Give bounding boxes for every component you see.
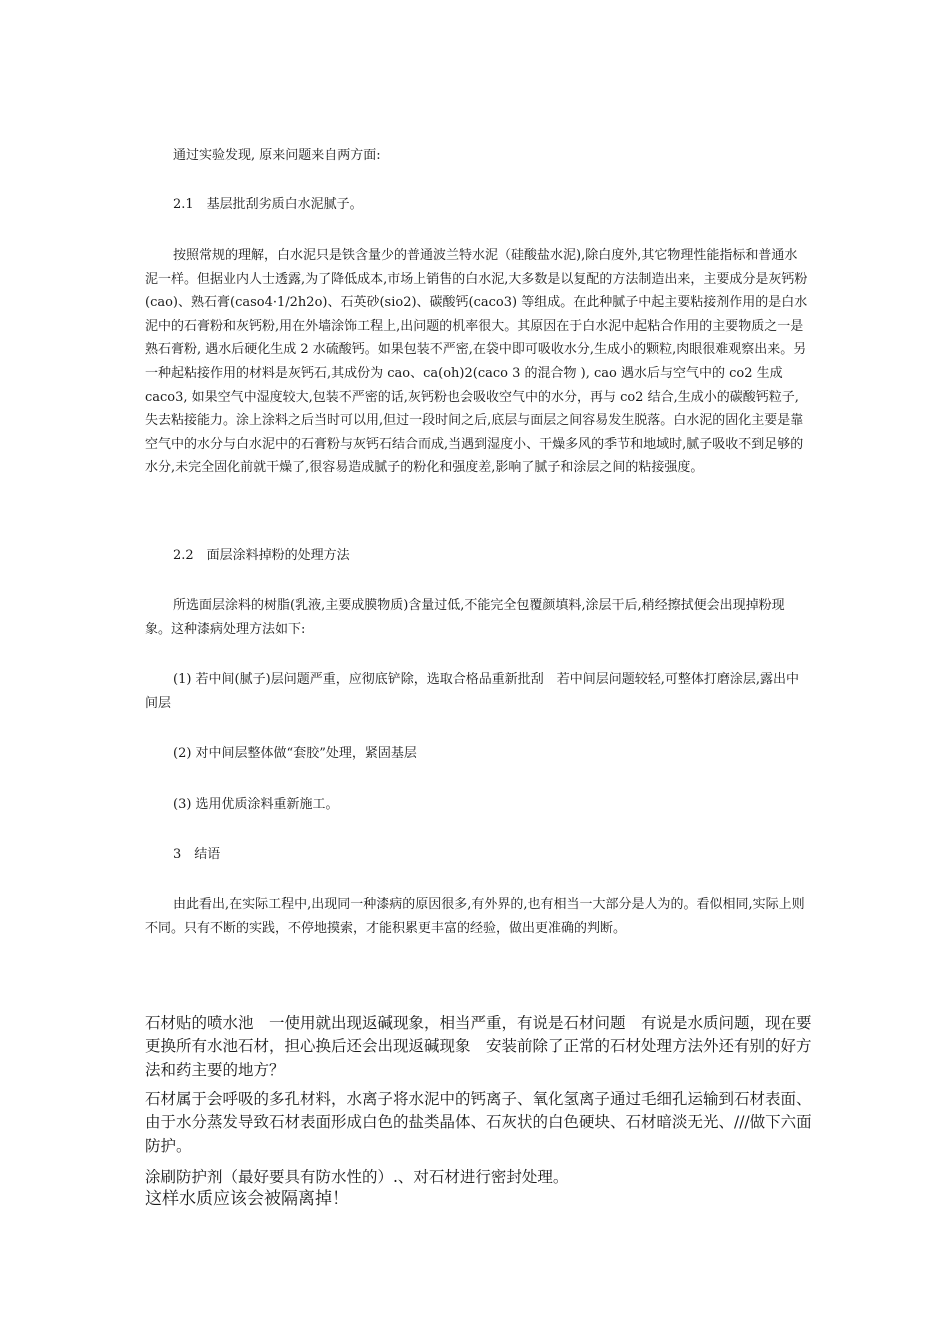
list-item-3: (3) 选用优质涂料重新施工。	[173, 797, 339, 812]
list-item-2: (2) 对中间层整体做“套胶”处理，紧固基层	[173, 746, 417, 761]
paragraph-2-1: 按照常规的理解，白水泥只是铁含量少的普通波兰特水泥（硅酸盐水泥),除白度外,其它物理性能指标和普通水泥一样。但据业内人士透露,为了降低成本,市场上销售的白水泥,大多数是以复配的方法制造出来，主要成分是灰钙粉(cao)、熟石膏(caso4·1/2h2o)、石英砂(sio2)、碳酸钙(caco3) 等组成。在此种腻子中起主要粘接剂作用的是白水泥中的石膏粉和灰钙粉,用在外墙涂饰工程上,出问题的机率很大。其原因在于白水泥中起粘合作用的主要物质之一是熟石膏粉, 遇水后硬化生成 2 水硫酸钙。如果包装不严密,在袋中即可吸收水分,生成小的颗粒,肉眼很难观察出来。另一种起粘接作用的材料是灰钙石,其成份为 cao、ca(oh)2(caco 3 的混合物 ), cao 遇水后与空气中的 co2 生成 caco3, 如果空气中湿度较大,包装不严密的话,灰钙粉也会吸收空气中的水分，再与 co2 结合,生成小的碳酸钙粒子,失去粘接能力。涂上涂料之后当时可以用,但过一段时间之后,底层与面层之间容易发生脱落。白水泥的固化主要是靠空气中的水分与白水泥中的石膏粉与灰钙石结合而成,当遇到湿度小、干燥多风的季节和地域时,腻子吸收不到足够的水分,未完全固化前就干燥了,很容易造成腻子的粉化和强度差,影响了腻子和涂层之间的粘接强度。	[145, 248, 808, 476]
qa-tip: 涂刷防护剂（最好要具有防水性的）.、对石材进行密封处理。	[145, 1168, 569, 1186]
heading-2-2: 2.2 面层涂料掉粉的处理方法	[173, 548, 350, 563]
paragraph-2-2: 所选面层涂料的树脂(乳液,主要成膜物质)含量过低,不能完全包覆颜填料,涂层干后,稍经擦拭便会出现掉粉现象。这种漆病处理方法如下:	[145, 598, 785, 637]
paragraph-3: 由此看出,在实际工程中,出现同一种漆病的原因很多,有外界的,也有相当一大部分是人为的。看似相同,实际上则不同。只有不断的实践，不停地摸索，才能积累更丰富的经验，做出更准确的判断。	[145, 897, 805, 936]
heading-3: 3 结语	[173, 847, 221, 862]
intro-paragraph: 通过实验发现, 原来问题来自两方面:	[173, 148, 381, 163]
qa-answer: 石材属于会呼吸的多孔材料，水离子将水泥中的钙离子、氧化氢离子通过毛细孔运输到石材表面、由于水分蒸发导致石材表面形成白色的盐类晶体、石灰状的白色硬块、石材暗淡无光、///做下六面防护。	[145, 1090, 812, 1155]
list-item-1: (1) 若中间(腻子)层问题严重，应彻底铲除，选取合格品重新批刮 若中间层问题较轻,可整体打磨涂层,露出中间层	[145, 672, 799, 711]
heading-2-1: 2.1 基层批刮劣质白水泥腻子。	[173, 197, 363, 212]
qa-question: 石材贴的喷水池 一使用就出现返碱现象，相当严重，有说是石材问题 有说是水质问题，现在要更换所有水池石材，担心换后还会出现返碱现象 安装前除了正常的石材处理方法外还有别的好方法和药主要的地方？	[145, 1014, 812, 1079]
qa-closing: 这样水质应该会被隔离掉！	[145, 1189, 349, 1209]
